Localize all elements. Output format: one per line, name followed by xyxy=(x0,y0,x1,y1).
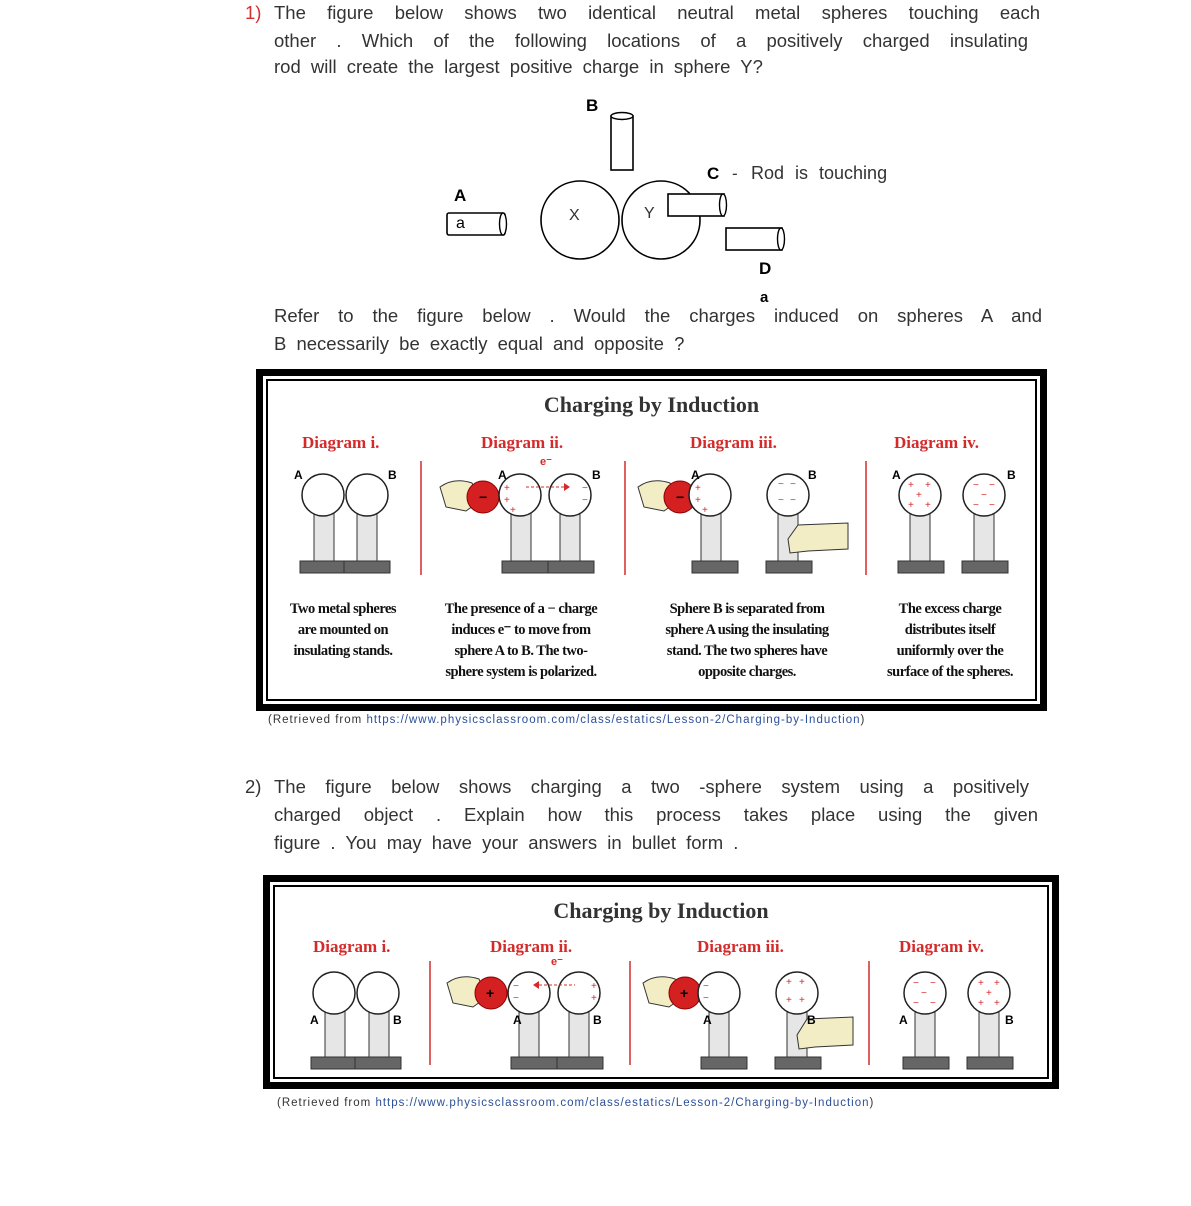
panel-1-caption-ii xyxy=(420,599,622,683)
panel-2-diagram-ii xyxy=(447,972,603,1069)
svg-text:+: + xyxy=(702,505,708,516)
caption-line: distributes itself xyxy=(904,622,996,638)
panel-2-diagram-iv-label: Diagram iv. xyxy=(899,937,984,956)
panel-1-diagram-iv xyxy=(898,474,1008,573)
question-1-line-3: rod will create the largest positive charge in sphere Y? xyxy=(274,56,763,77)
question-1-line-1: The figure below shows two identical neutral metal spheres touching each xyxy=(274,2,1040,23)
svg-text:−: − xyxy=(676,489,685,505)
panel-2-diagrams-svg xyxy=(275,955,1047,1077)
panel-2-iv-sphere-a: A xyxy=(899,1013,908,1027)
panel-2-diagram-iii xyxy=(643,972,853,1069)
panel-1-ii-sphere-b: B xyxy=(592,468,601,482)
panel-2-diagram-iv xyxy=(903,972,1013,1069)
svg-text:+: + xyxy=(591,993,597,1004)
sphere-x xyxy=(541,181,619,259)
rod-c xyxy=(668,194,727,216)
svg-text:−: − xyxy=(778,479,784,490)
svg-text:+: + xyxy=(504,483,510,494)
rod-d xyxy=(726,228,785,250)
panel-1-diagram-i xyxy=(300,474,390,573)
svg-text:+: + xyxy=(680,985,689,1001)
caption-line: opposite charges. xyxy=(698,664,796,680)
citation-1-suffix: ) xyxy=(860,714,866,726)
question-2-line-1: The figure below shows charging a two -sphere system using a positively xyxy=(274,776,1029,797)
panel-2-diagram-i-label: Diagram i. xyxy=(313,937,391,956)
svg-text:−: − xyxy=(981,490,987,501)
panel-1-ii-electron: e⁻ xyxy=(540,456,552,468)
svg-text:+: + xyxy=(786,995,792,1006)
citation-2-prefix: (Retrieved from xyxy=(277,1097,376,1109)
svg-text:−: − xyxy=(930,978,936,989)
panel-1-diagram-ii-label: Diagram ii. xyxy=(481,433,564,452)
svg-text:+: + xyxy=(695,483,701,494)
label-d: D xyxy=(759,259,772,278)
question-1-number: 1) xyxy=(245,2,262,23)
svg-text:−: − xyxy=(582,495,588,506)
citation-1-prefix: (Retrieved from xyxy=(268,714,367,726)
svg-text:+: + xyxy=(994,978,1000,989)
svg-text:−: − xyxy=(973,500,979,511)
question-2-line-3: figure . You may have your answers in bullet form . xyxy=(274,832,739,853)
panel-1-iii-sphere-b: B xyxy=(808,468,817,482)
caption-line: The excess charge xyxy=(898,601,1002,617)
caption-line: stand. The two spheres have xyxy=(666,643,828,659)
caption-line: surface of the spheres. xyxy=(887,664,1013,680)
svg-text:+: + xyxy=(925,480,931,491)
panel-2-i-sphere-a: A xyxy=(310,1013,319,1027)
svg-text:+: + xyxy=(908,480,914,491)
panel-1-diagram-i-label: Diagram i. xyxy=(302,433,380,452)
label-c-dash: - xyxy=(732,164,738,183)
panel-1-caption-iii xyxy=(630,599,864,683)
svg-text:−: − xyxy=(913,998,919,1009)
panel-2-iv-sphere-b: B xyxy=(1005,1013,1014,1027)
panel-1-diagrams-svg xyxy=(268,453,1035,578)
question-1b-line-1: Refer to the figure below . Would the charges induced on spheres A and xyxy=(274,305,1042,326)
question-1b-line-2: B necessarily be exactly equal and opposite ? xyxy=(274,333,685,354)
svg-text:+: + xyxy=(504,495,510,506)
label-b: B xyxy=(586,96,599,115)
citation-2-suffix: ) xyxy=(869,1097,875,1109)
svg-text:+: + xyxy=(799,977,805,988)
panel-1-iii-sphere-a: A xyxy=(691,468,700,482)
panel-1-title: Charging by Induction xyxy=(543,392,760,417)
svg-text:−: − xyxy=(989,500,995,511)
svg-text:+: + xyxy=(799,995,805,1006)
panel-1-diagram-iv-label: Diagram iv. xyxy=(894,433,979,452)
caption-line: sphere system is polarized. xyxy=(445,664,597,680)
sphere-y-label: Y xyxy=(644,205,655,222)
svg-text:+: + xyxy=(908,500,914,511)
caption-line: The presence of a − charge xyxy=(444,601,598,617)
svg-text:−: − xyxy=(778,495,784,506)
svg-text:+: + xyxy=(786,977,792,988)
svg-text:−: − xyxy=(790,495,796,506)
caption-line: insulating stands. xyxy=(293,643,393,659)
citation-1 xyxy=(268,714,865,726)
question-2-line-2: charged object . Explain how this process takes place using the given xyxy=(274,804,1038,825)
svg-text:+: + xyxy=(986,988,992,999)
svg-text:−: − xyxy=(989,480,995,491)
panel-1-caption-iv xyxy=(866,599,1034,683)
svg-text:−: − xyxy=(930,998,936,1009)
caption-line: sphere A using the insulating xyxy=(665,622,829,638)
svg-text:+: + xyxy=(978,998,984,1009)
induction-panel-1 xyxy=(256,369,1047,711)
svg-text:+: + xyxy=(916,490,922,501)
panel-2-diagram-iii-label: Diagram iii. xyxy=(697,937,784,956)
label-d-sub: a xyxy=(760,289,769,306)
rod-b xyxy=(611,113,633,171)
panel-1-iv-sphere-a: A xyxy=(892,468,901,482)
svg-text:−: − xyxy=(790,479,796,490)
sphere-y xyxy=(622,181,700,259)
panel-1-i-sphere-b: B xyxy=(388,468,397,482)
panel-2-ii-electron: e⁻ xyxy=(551,956,563,968)
caption-line: sphere A to B. The two- xyxy=(454,643,588,659)
panel-1-ii-sphere-a: A xyxy=(498,468,507,482)
figure-spheres-rod-locations xyxy=(440,90,920,310)
question-2-number: 2) xyxy=(245,776,262,797)
induction-panel-2 xyxy=(263,875,1059,1089)
panel-2-ii-sphere-a: A xyxy=(513,1013,522,1027)
svg-text:+: + xyxy=(591,981,597,992)
panel-2-iii-sphere-b: B xyxy=(807,1013,816,1027)
panel-1-caption-i xyxy=(268,599,418,662)
svg-text:−: − xyxy=(513,981,519,992)
caption-line: Sphere B is separated from xyxy=(669,601,825,617)
panel-1-diagram-iii-label: Diagram iii. xyxy=(690,433,777,452)
panel-2-title: Charging by Induction xyxy=(553,898,769,923)
citation-2 xyxy=(277,1097,874,1109)
svg-text:+: + xyxy=(994,998,1000,1009)
panel-1-diagram-iii xyxy=(638,474,848,573)
figure-spheres-svg xyxy=(440,90,920,310)
svg-text:−: − xyxy=(973,480,979,491)
svg-text:+: + xyxy=(925,500,931,511)
svg-text:+: + xyxy=(695,495,701,506)
panel-2-diagram-ii-label: Diagram ii. xyxy=(490,937,573,956)
svg-text:−: − xyxy=(913,978,919,989)
svg-text:+: + xyxy=(978,978,984,989)
svg-text:+: + xyxy=(510,505,516,516)
caption-line: uniformly over the xyxy=(896,643,1004,659)
question-1-line-2: other . Which of the following locations of a positively charged insulating xyxy=(274,30,1028,51)
panel-1-iv-sphere-b: B xyxy=(1007,468,1016,482)
svg-text:−: − xyxy=(513,993,519,1004)
svg-text:−: − xyxy=(921,988,927,999)
panel-2-i-sphere-b: B xyxy=(393,1013,402,1027)
caption-line: induces e⁻ to move from xyxy=(451,622,591,638)
svg-text:−: − xyxy=(703,993,709,1004)
svg-text:−: − xyxy=(479,489,488,505)
panel-1-i-sphere-a: A xyxy=(294,468,303,482)
svg-text:−: − xyxy=(703,981,709,992)
panel-2-ii-sphere-b: B xyxy=(593,1013,602,1027)
citation-1-link[interactable]: https://www.physicsclassroom.com/class/estatics/Lesson-2/Charging-by-Induction xyxy=(366,714,861,726)
panel-1-diagram-ii xyxy=(440,474,594,573)
label-a-upper: A xyxy=(454,186,467,205)
label-c-text: Rod is touching xyxy=(751,163,888,183)
svg-text:−: − xyxy=(582,483,588,494)
caption-line: Two metal spheres xyxy=(289,601,397,617)
caption-line: are mounted on xyxy=(297,622,389,638)
sphere-x-label: X xyxy=(569,207,580,224)
label-a-rod: a xyxy=(456,215,465,232)
citation-2-link[interactable]: https://www.physicsclassroom.com/class/estatics/Lesson-2/Charging-by-Induction xyxy=(375,1097,870,1109)
svg-text:+: + xyxy=(486,985,495,1001)
panel-2-diagram-i xyxy=(311,972,401,1069)
label-c: C xyxy=(707,164,720,183)
panel-2-iii-sphere-a: A xyxy=(703,1013,712,1027)
